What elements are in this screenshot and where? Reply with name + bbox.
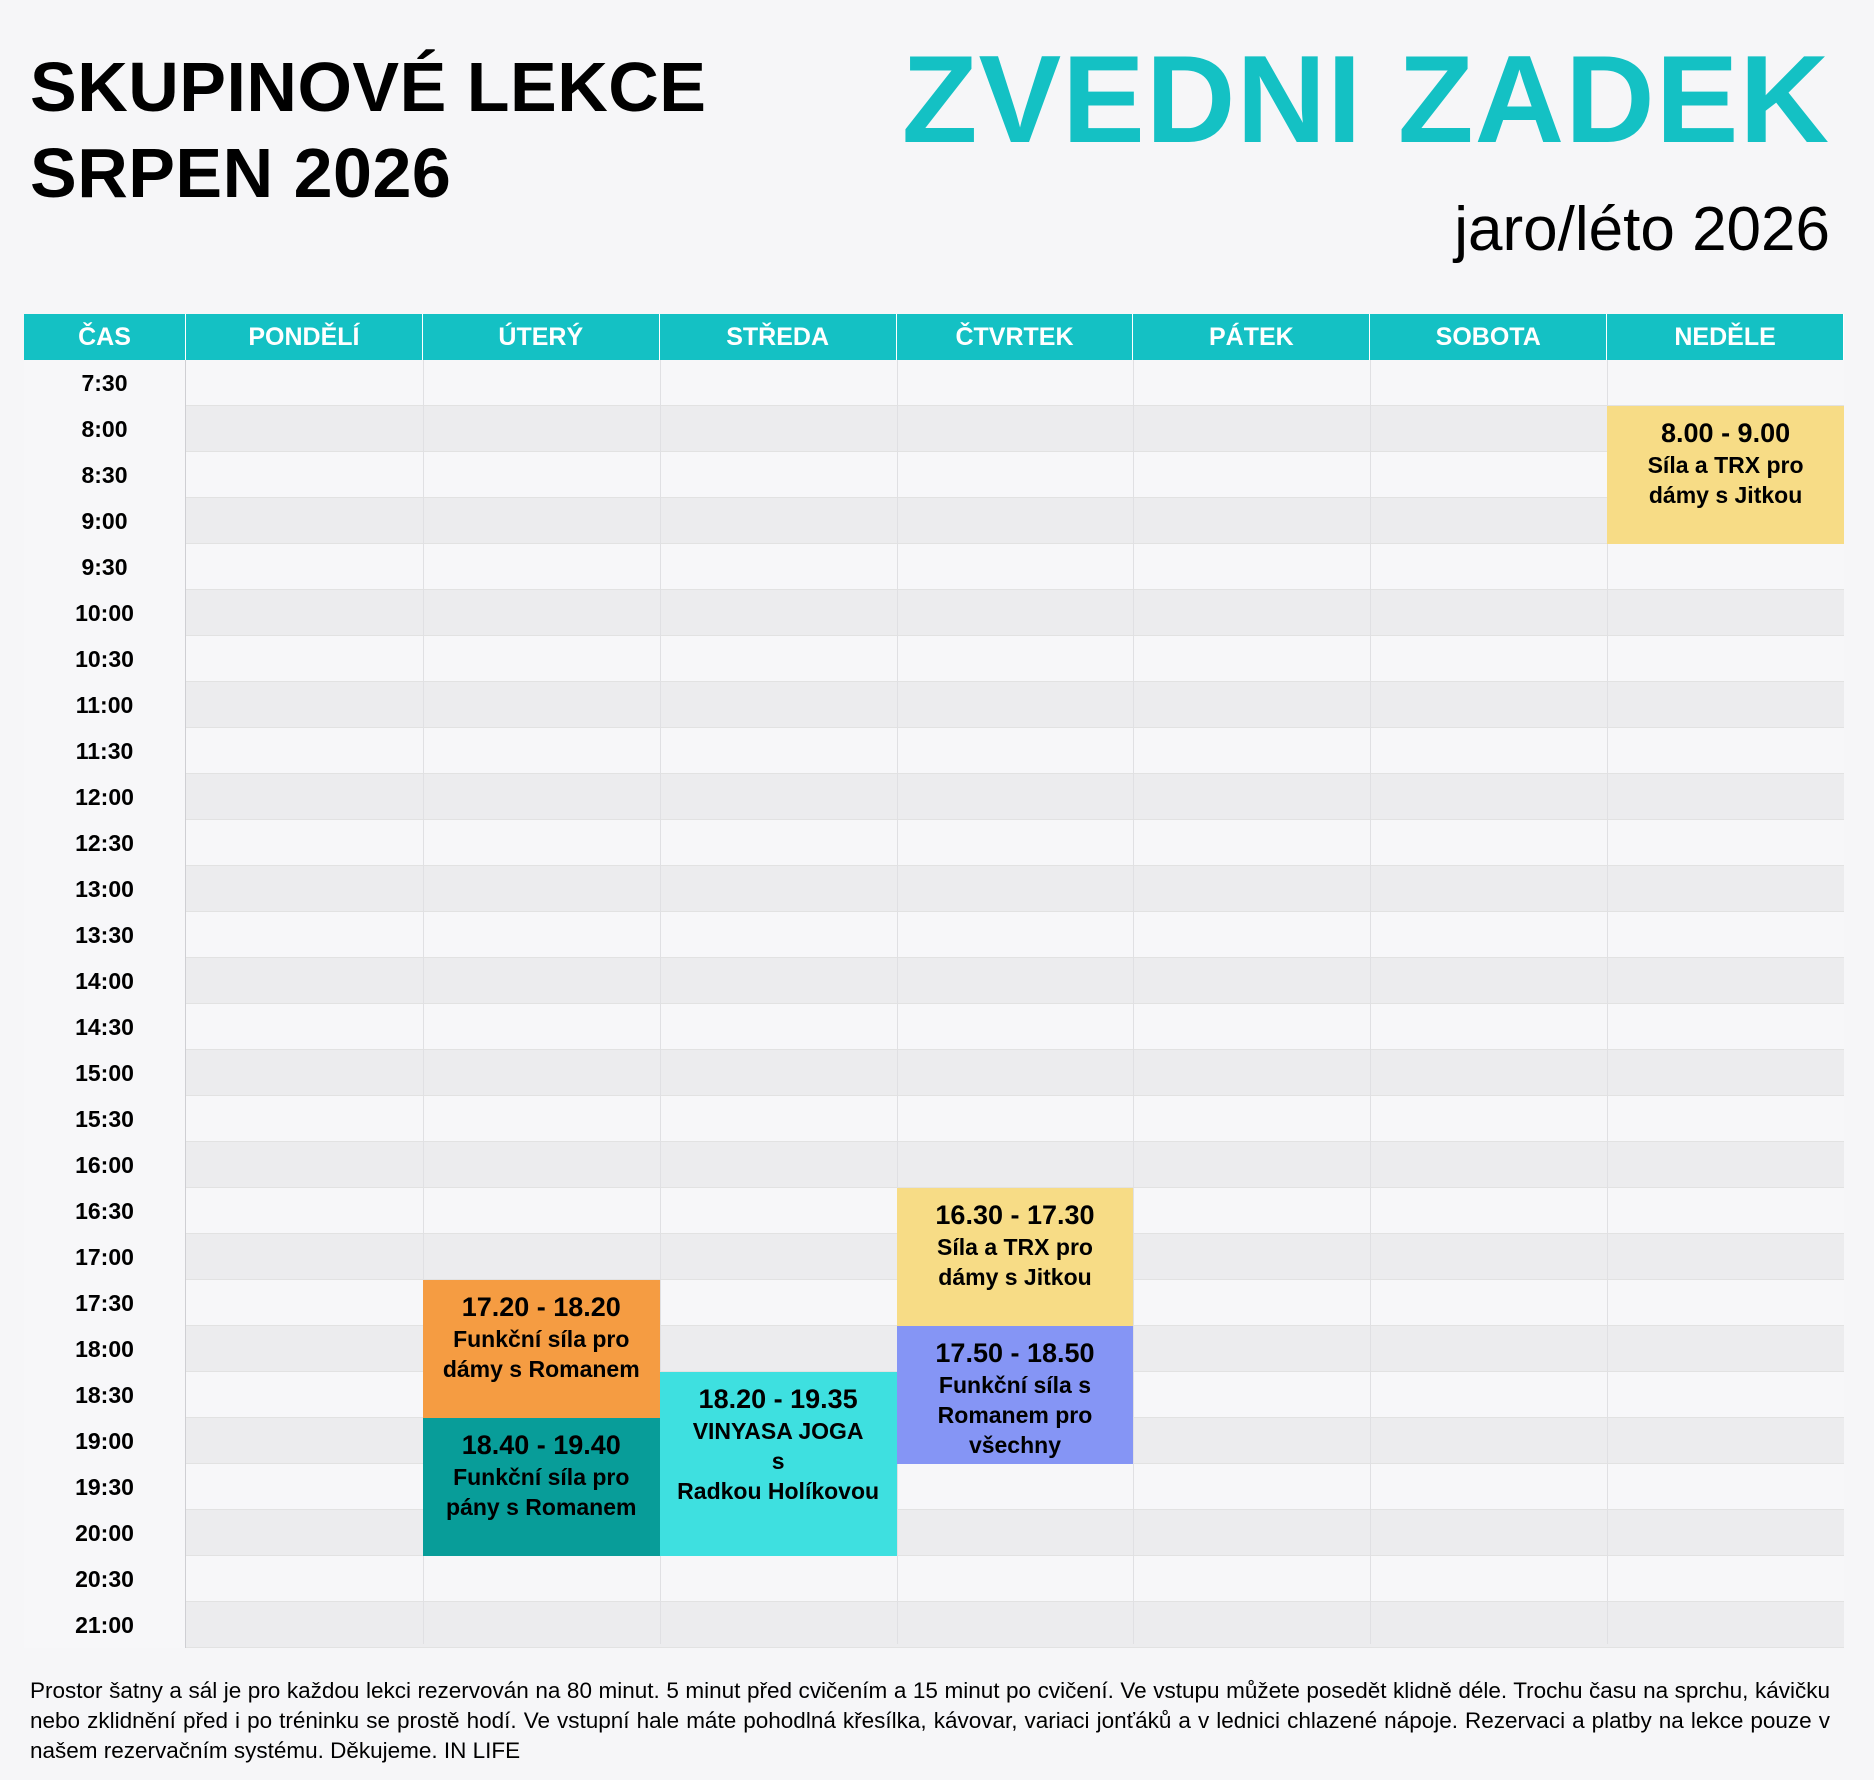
time-row xyxy=(24,544,1844,590)
time-label: 16:30 xyxy=(24,1188,186,1234)
time-label: 20:30 xyxy=(24,1556,186,1602)
time-label: 10:30 xyxy=(24,636,186,682)
class-event[interactable] xyxy=(423,1418,660,1556)
time-label: 8:00 xyxy=(24,406,186,452)
header-day: ÚTERÝ xyxy=(423,314,660,360)
header-day: ČTVRTEK xyxy=(897,314,1134,360)
season-label: jaro/léto 2026 xyxy=(1454,195,1830,264)
time-label: 7:30 xyxy=(24,360,186,406)
time-row xyxy=(24,1142,1844,1188)
time-row xyxy=(24,498,1844,544)
time-label: 17:30 xyxy=(24,1280,186,1326)
time-row xyxy=(24,1602,1844,1648)
time-label: 16:00 xyxy=(24,1142,186,1188)
title-line-2: SRPEN 2026 xyxy=(30,134,452,212)
header-day: PONDĚLÍ xyxy=(186,314,423,360)
event-description: Síla a TRX pro dámy s Jitkou xyxy=(1647,452,1804,508)
brand-name: ZVEDNI ZADEK xyxy=(901,31,1830,169)
event-description: VINYASA JOGA s Radkou Holíkovou xyxy=(677,1418,880,1504)
time-label: 15:30 xyxy=(24,1096,186,1142)
event-description: Funkční síla s Romanem pro všechny xyxy=(937,1372,1093,1458)
time-label: 11:30 xyxy=(24,728,186,774)
header-day: NEDĚLE xyxy=(1607,314,1844,360)
time-row xyxy=(24,958,1844,1004)
time-label: 20:00 xyxy=(24,1510,186,1556)
class-event[interactable] xyxy=(660,1372,897,1556)
header-time: ČAS xyxy=(24,314,186,360)
time-row xyxy=(24,360,1844,406)
time-label: 9:30 xyxy=(24,544,186,590)
time-label: 21:00 xyxy=(24,1602,186,1648)
time-label: 10:00 xyxy=(24,590,186,636)
page-title xyxy=(30,44,707,216)
time-row xyxy=(24,774,1844,820)
class-event[interactable] xyxy=(423,1280,660,1418)
time-label: 15:00 xyxy=(24,1050,186,1096)
time-label: 14:30 xyxy=(24,1004,186,1050)
title-line-1: SKUPINOVÉ LEKCE xyxy=(30,48,707,126)
event-time: 18.40 - 19.40 xyxy=(461,1430,621,1460)
footer-note: Prostor šatny a sál je pro každou lekci rezervován na 80 minut. 5 minut před cvičením a 15 minut po cvičení. Ve vstupu můžete posedět klidně déle. Trochu času na sprchu, kávičku nebo zklidnění před i po tréninku se prostě hodí. Ve vstupní hale máte pohodlná křesílka, kávovar, variaci jonťáků a v lednici chlazené nápoje. Rezervaci a platby na lekce pouze v našem rezervačním systému. Děkujeme. IN LIFE xyxy=(30,1678,1830,1763)
time-label: 12:00 xyxy=(24,774,186,820)
schedule-table xyxy=(24,314,1844,1644)
class-event[interactable] xyxy=(897,1326,1134,1464)
time-row xyxy=(24,1464,1844,1510)
time-label: 18:30 xyxy=(24,1372,186,1418)
time-row xyxy=(24,1556,1844,1602)
time-label: 19:00 xyxy=(24,1418,186,1464)
column-divider xyxy=(1133,360,1134,1644)
time-row xyxy=(24,866,1844,912)
time-row xyxy=(24,406,1844,452)
time-row xyxy=(24,1050,1844,1096)
time-label: 11:00 xyxy=(24,682,186,728)
time-row xyxy=(24,590,1844,636)
time-label: 13:30 xyxy=(24,912,186,958)
column-divider xyxy=(1607,360,1608,1644)
time-label: 17:00 xyxy=(24,1234,186,1280)
time-row xyxy=(24,1004,1844,1050)
time-row xyxy=(24,912,1844,958)
class-event[interactable] xyxy=(1607,406,1844,544)
time-label: 9:00 xyxy=(24,498,186,544)
time-row xyxy=(24,682,1844,728)
time-label: 12:30 xyxy=(24,820,186,866)
event-time: 17.50 - 18.50 xyxy=(935,1338,1095,1368)
event-time: 8.00 - 9.00 xyxy=(1661,418,1791,448)
class-event[interactable] xyxy=(897,1188,1134,1326)
time-label: 19:30 xyxy=(24,1464,186,1510)
time-row xyxy=(24,1510,1844,1556)
event-time: 17.20 - 18.20 xyxy=(461,1292,621,1322)
header-day: PÁTEK xyxy=(1133,314,1370,360)
time-label: 14:00 xyxy=(24,958,186,1004)
time-row xyxy=(24,820,1844,866)
time-label: 18:00 xyxy=(24,1326,186,1372)
time-row xyxy=(24,636,1844,682)
time-row xyxy=(24,452,1844,498)
event-description: Síla a TRX pro dámy s Jitkou xyxy=(937,1234,1093,1290)
event-time: 18.20 - 19.35 xyxy=(698,1384,858,1414)
time-row xyxy=(24,728,1844,774)
event-description: Funkční síla pro dámy s Romanem xyxy=(442,1326,640,1382)
column-divider xyxy=(1370,360,1371,1644)
time-label: 8:30 xyxy=(24,452,186,498)
header-day: SOBOTA xyxy=(1370,314,1607,360)
time-label: 13:00 xyxy=(24,866,186,912)
time-row xyxy=(24,1096,1844,1142)
event-time: 16.30 - 17.30 xyxy=(935,1200,1095,1230)
event-description: Funkční síla pro pány s Romanem xyxy=(446,1464,637,1520)
header-day: STŘEDA xyxy=(660,314,897,360)
